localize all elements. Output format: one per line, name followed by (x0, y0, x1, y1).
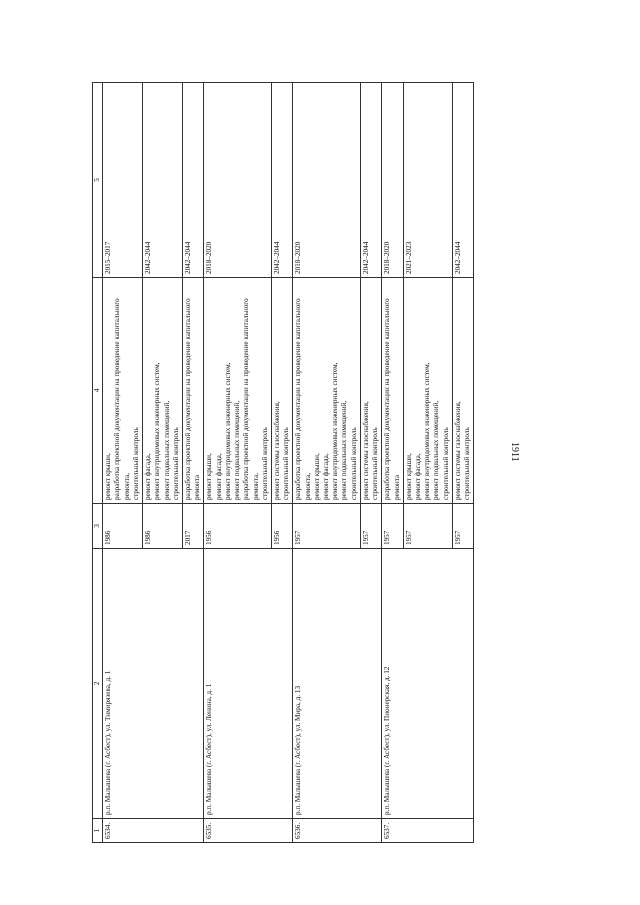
works-cell (103, 278, 143, 504)
works-cell (204, 278, 272, 504)
header-col-3: 3 (93, 504, 103, 549)
work-item: ремонт системы газоснабжения, (272, 401, 281, 500)
work-item: ремонт системы газоснабжения, (361, 401, 370, 500)
works-cell (382, 278, 403, 504)
work-item: ремонт крыши, (104, 453, 113, 500)
period-cell: 2042–2044 (360, 83, 381, 278)
period-cell: 2042–2044 (271, 83, 292, 278)
work-item: строительный контроль (441, 427, 450, 500)
record-address: р.п. Малышева (г. Асбест), ул. Тимирязева, д. 1 (103, 549, 204, 819)
work-item: ремонт фасада, (214, 453, 223, 500)
period-cell: 2021–2023 (403, 83, 452, 278)
work-item: ремонт крыши, (205, 453, 214, 500)
period-cell: 2042–2044 (452, 83, 473, 278)
works-cell (182, 278, 203, 504)
year-cell: 1957 (360, 504, 381, 549)
work-item: ремонт внутридомовых инженерных систем, (423, 362, 432, 500)
period-cell: 2042–2044 (143, 83, 183, 278)
period-cell: 2018–2020 (293, 83, 361, 278)
work-item: ремонт системы газоснабжения, (453, 401, 462, 500)
header-col-4: 4 (93, 278, 103, 504)
work-item: строительный контроль (463, 427, 472, 500)
year-cell: 2017 (182, 504, 203, 549)
work-item: разработка проектной документации на проведение капитального ремонта, (242, 298, 260, 500)
period-cell: 2042–2044 (182, 83, 203, 278)
record-number: 6535. (204, 819, 293, 843)
work-item: строительный контроль (349, 427, 358, 500)
table-body (103, 83, 474, 843)
work-item: строительный контроль (171, 427, 180, 500)
work-item: ремонт внутридомовых инженерных систем, (331, 362, 340, 500)
work-item: ремонт внутридомовых инженерных систем, (153, 362, 162, 500)
record-address: р.п. Малышева (г. Асбест), ул. Ленина, д. 1 (204, 549, 293, 819)
header-col-1: 1 (93, 819, 103, 843)
table-row (204, 83, 272, 843)
work-item: разработка проектной документации на проведение капитального ремонта (183, 298, 202, 500)
work-item: строительный контроль (282, 427, 291, 500)
year-cell: 1957 (382, 504, 403, 549)
work-item: ремонт подвальных помещений, (340, 400, 349, 500)
works-cell (271, 278, 292, 504)
work-item: ремонт подвальных помещений, (233, 400, 242, 500)
work-item: разработка проектной документации на проведение капитального ремонта, (294, 298, 312, 500)
year-cell: 1957 (403, 504, 452, 549)
year-cell: 1956 (271, 504, 292, 549)
year-cell: 1957 (452, 504, 473, 549)
year-cell: 1986 (103, 504, 143, 549)
work-item: разработка проектной документации на проведение капитального ремонта (383, 298, 401, 500)
record-number: 6537. (382, 819, 474, 843)
work-item: строительный контроль (371, 427, 380, 500)
work-item: ремонт подвальных помещений, (162, 400, 171, 500)
page-number: 1911 (509, 442, 520, 462)
work-item: ремонт фасада, (322, 453, 331, 500)
period-cell: 2018–2020 (382, 83, 403, 278)
table-row (103, 83, 143, 843)
header-col-5: 5 (93, 83, 103, 278)
header-row (93, 83, 103, 843)
record-address: р.п. Малышева (г. Асбест), ул. Мира, д. 13 (293, 549, 382, 819)
work-item: ремонт фасада, (414, 453, 422, 500)
work-item: ремонт крыши, (404, 453, 413, 500)
work-item: строительный контроль (260, 427, 269, 500)
work-item: ремонт крыши, (312, 453, 321, 500)
header-col-2: 2 (93, 549, 103, 819)
year-cell: 1956 (204, 504, 272, 549)
record-number: 6536. (293, 819, 382, 843)
works-cell (360, 278, 381, 504)
repair-schedule-table (92, 82, 474, 843)
year-cell: 1986 (143, 504, 183, 549)
work-item: разработка проектной документации на проведение капитального ремонта, (113, 298, 131, 500)
works-cell (452, 278, 473, 504)
table-row (293, 83, 361, 843)
record-number: 6534. (103, 819, 204, 843)
period-cell: 2018–2020 (204, 83, 272, 278)
table-row (382, 83, 403, 843)
rotated-table-wrapper (92, 83, 557, 843)
work-item: ремонт подвальных помещений, (432, 400, 441, 500)
works-cell (143, 278, 183, 504)
record-address: р.п. Малышева (г. Асбест), ул. Пионерская, д. 12 (382, 549, 474, 819)
work-item: строительный контроль (131, 427, 140, 500)
year-cell: 1957 (293, 504, 361, 549)
work-item: ремонт фасада, (144, 453, 153, 500)
work-item: ремонт внутридомовых инженерных систем, (223, 362, 232, 500)
works-cell (403, 278, 452, 504)
period-cell: 2015–2017 (103, 83, 143, 278)
works-cell (293, 278, 361, 504)
